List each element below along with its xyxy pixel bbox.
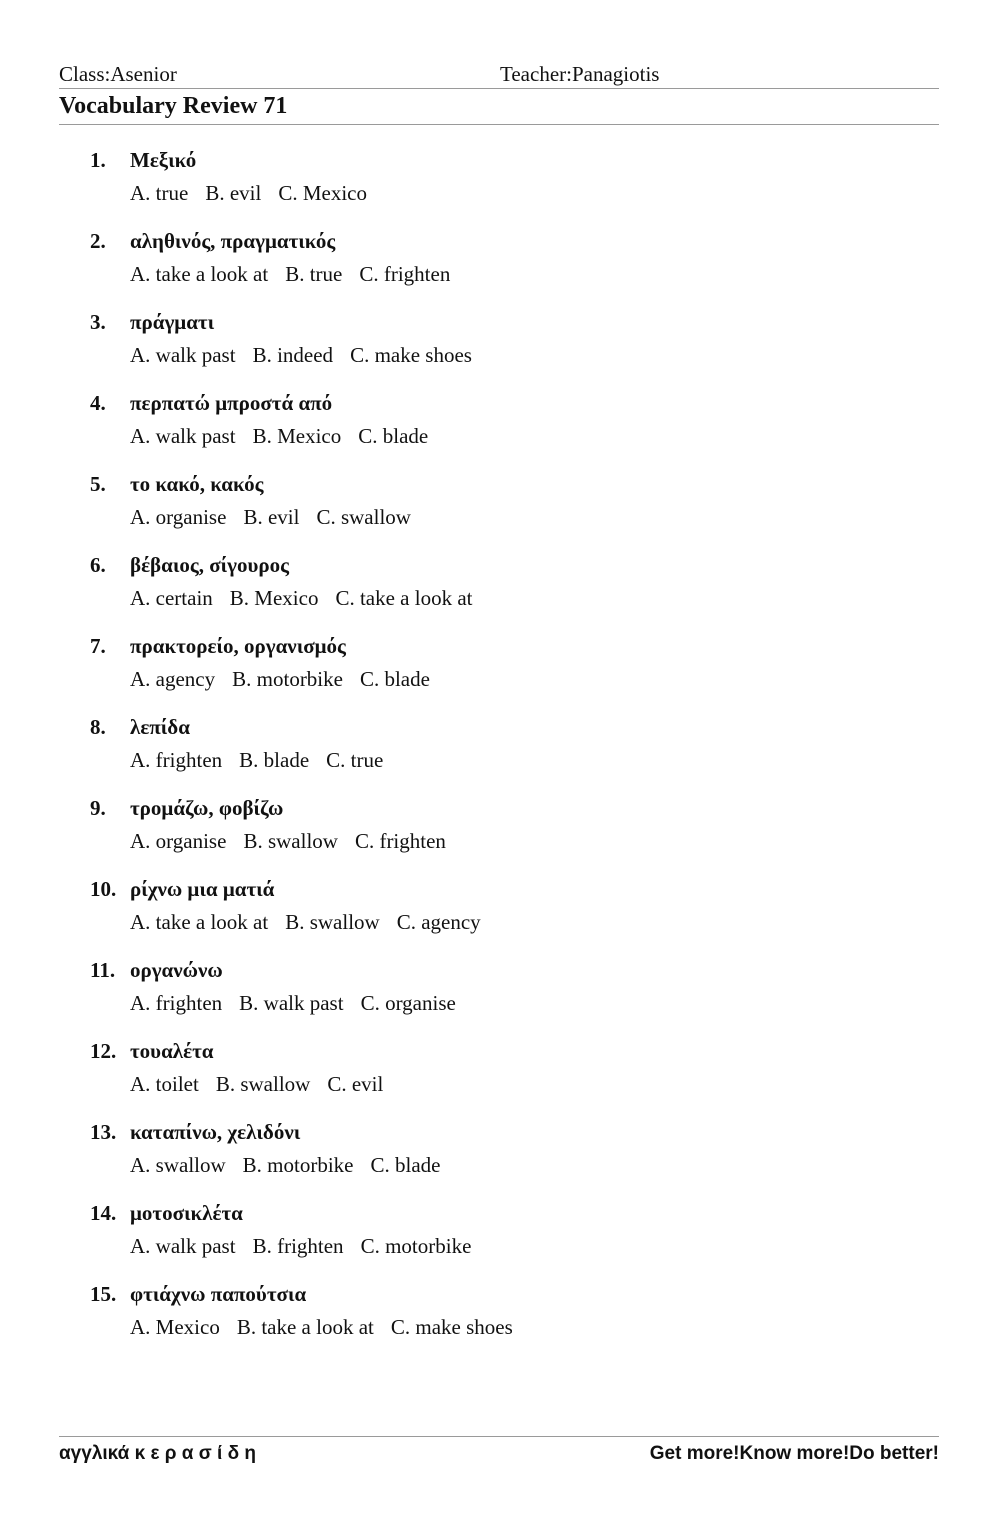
answer-option[interactable]: B. swallow	[285, 910, 380, 934]
question-number: 1.	[90, 148, 106, 172]
title-divider	[59, 124, 939, 125]
question-word: περπατώ μπροστά από	[130, 391, 333, 415]
answer-option[interactable]: C. blade	[358, 424, 429, 448]
footer-brand: αγγλικά κ ε ρ α σ ί δ η	[59, 1443, 256, 1464]
answer-option[interactable]: A. true	[130, 181, 189, 205]
answer-options	[130, 586, 490, 611]
answer-option[interactable]: C. agency	[396, 910, 481, 934]
class-label: Class:Asenior	[59, 62, 177, 86]
answer-option[interactable]: B. blade	[239, 748, 310, 772]
answer-options	[130, 1234, 488, 1259]
answer-option[interactable]: C. frighten	[354, 829, 446, 853]
answer-option[interactable]: B. walk past	[239, 991, 344, 1015]
answer-option[interactable]: A. take a look at	[130, 910, 269, 934]
answer-option[interactable]: B. motorbike	[242, 1153, 354, 1177]
answer-options	[130, 1072, 400, 1097]
question-word: οργανώνω	[130, 958, 223, 982]
footer-divider	[59, 1436, 939, 1437]
question-item	[59, 553, 939, 634]
answer-option[interactable]: C. evil	[327, 1072, 384, 1096]
question-number: 8.	[90, 715, 106, 739]
question-word: τουαλέτα	[130, 1039, 214, 1063]
answer-option[interactable]: B. swallow	[243, 829, 338, 853]
question-number: 4.	[90, 391, 106, 415]
question-word: φτιάχνω παπούτσια	[130, 1282, 307, 1306]
answer-options	[130, 1315, 530, 1340]
answer-option[interactable]: A. frighten	[130, 991, 223, 1015]
answer-options	[130, 424, 445, 449]
question-number: 15.	[90, 1282, 117, 1306]
answer-option[interactable]: C. true	[326, 748, 384, 772]
question-item	[59, 391, 939, 472]
answer-options	[130, 181, 384, 206]
header-divider	[59, 88, 939, 89]
answer-option[interactable]: C. frighten	[359, 262, 451, 286]
page-title: Vocabulary Review 71	[59, 93, 288, 119]
question-list	[59, 148, 939, 1363]
teacher-label: Teacher:Panagiotis	[500, 62, 660, 86]
question-number: 2.	[90, 229, 106, 253]
question-item	[59, 1282, 939, 1363]
question-word: το κακό, κακός	[130, 472, 264, 496]
question-number: 10.	[90, 877, 117, 901]
answer-option[interactable]: B. true	[285, 262, 343, 286]
question-number: 5.	[90, 472, 106, 496]
question-item	[59, 715, 939, 796]
answer-option[interactable]: B. frighten	[252, 1234, 344, 1258]
question-word: βέβαιος, σίγουρος	[130, 553, 289, 577]
answer-option[interactable]: B. swallow	[215, 1072, 311, 1096]
question-item	[59, 1120, 939, 1201]
question-number: 7.	[90, 634, 106, 658]
answer-options	[130, 505, 428, 530]
question-item	[59, 634, 939, 715]
question-item	[59, 877, 939, 958]
question-word: λεπίδα	[130, 715, 190, 739]
question-number: 14.	[90, 1201, 117, 1225]
answer-option[interactable]: B. evil	[243, 505, 300, 529]
answer-option[interactable]: A. frighten	[130, 748, 223, 772]
answer-options	[130, 262, 467, 287]
question-item	[59, 229, 939, 310]
answer-options	[130, 667, 447, 692]
answer-option[interactable]: B. take a look at	[236, 1315, 374, 1339]
answer-option[interactable]: C. make shoes	[390, 1315, 513, 1339]
question-item	[59, 148, 939, 229]
answer-option[interactable]: C. Mexico	[278, 181, 367, 205]
question-number: 11.	[90, 958, 116, 982]
footer-slogan: Get more!Know more!Do better!	[649, 1443, 939, 1464]
question-word: Μεξικό	[130, 148, 197, 172]
answer-option[interactable]: C. blade	[370, 1153, 441, 1177]
question-word: καταπίνω, χελιδόνι	[130, 1120, 301, 1144]
answer-option[interactable]: A. organise	[130, 829, 227, 853]
answer-option[interactable]: A. walk past	[130, 343, 236, 367]
answer-option[interactable]: C. take a look at	[335, 586, 473, 610]
answer-option[interactable]: B. evil	[205, 181, 262, 205]
answer-options	[130, 829, 463, 854]
question-word: μοτοσικλέτα	[130, 1201, 243, 1225]
answer-option[interactable]: A. take a look at	[130, 262, 269, 286]
answer-option[interactable]: C. organise	[360, 991, 456, 1015]
answer-option[interactable]: C. swallow	[316, 505, 411, 529]
answer-options	[130, 748, 400, 773]
answer-option[interactable]: A. toilet	[130, 1072, 199, 1096]
question-word: ρίχνω μια ματιά	[130, 877, 275, 901]
question-item	[59, 1039, 939, 1120]
answer-option[interactable]: C. make shoes	[350, 343, 472, 367]
question-number: 3.	[90, 310, 106, 334]
question-item	[59, 310, 939, 391]
question-item	[59, 958, 939, 1039]
answer-option[interactable]: A. Mexico	[130, 1315, 220, 1339]
question-word: αληθινός, πραγματικός	[130, 229, 336, 253]
answer-option[interactable]: A. agency	[130, 667, 216, 691]
answer-option[interactable]: B. motorbike	[232, 667, 343, 691]
answer-option[interactable]: B. Mexico	[229, 586, 319, 610]
answer-options	[130, 991, 473, 1016]
question-word: τρομάζω, φοβίζω	[130, 796, 284, 820]
answer-options	[130, 910, 498, 935]
answer-option[interactable]: A. organise	[130, 505, 227, 529]
question-number: 12.	[90, 1039, 117, 1063]
question-item	[59, 796, 939, 877]
question-number: 13.	[90, 1120, 117, 1144]
worksheet-page	[59, 0, 939, 1525]
answer-option[interactable]: B. Mexico	[252, 424, 342, 448]
answer-option[interactable]: A. swallow	[130, 1153, 226, 1177]
answer-option[interactable]: A. walk past	[130, 424, 236, 448]
question-item	[59, 472, 939, 553]
answer-option[interactable]: C. blade	[359, 667, 430, 691]
question-number: 6.	[90, 553, 106, 577]
question-number: 9.	[90, 796, 106, 820]
answer-option[interactable]: B. indeed	[252, 343, 334, 367]
answer-option[interactable]: C. motorbike	[360, 1234, 472, 1258]
answer-option[interactable]: A. certain	[130, 586, 213, 610]
answer-options	[130, 343, 489, 368]
worksheet-header	[59, 62, 939, 88]
answer-options	[130, 1153, 457, 1178]
question-word: πρακτορείο, οργανισμός	[130, 634, 346, 658]
answer-option[interactable]: A. walk past	[130, 1234, 236, 1258]
question-item	[59, 1201, 939, 1282]
question-word: πράγματι	[130, 310, 215, 334]
